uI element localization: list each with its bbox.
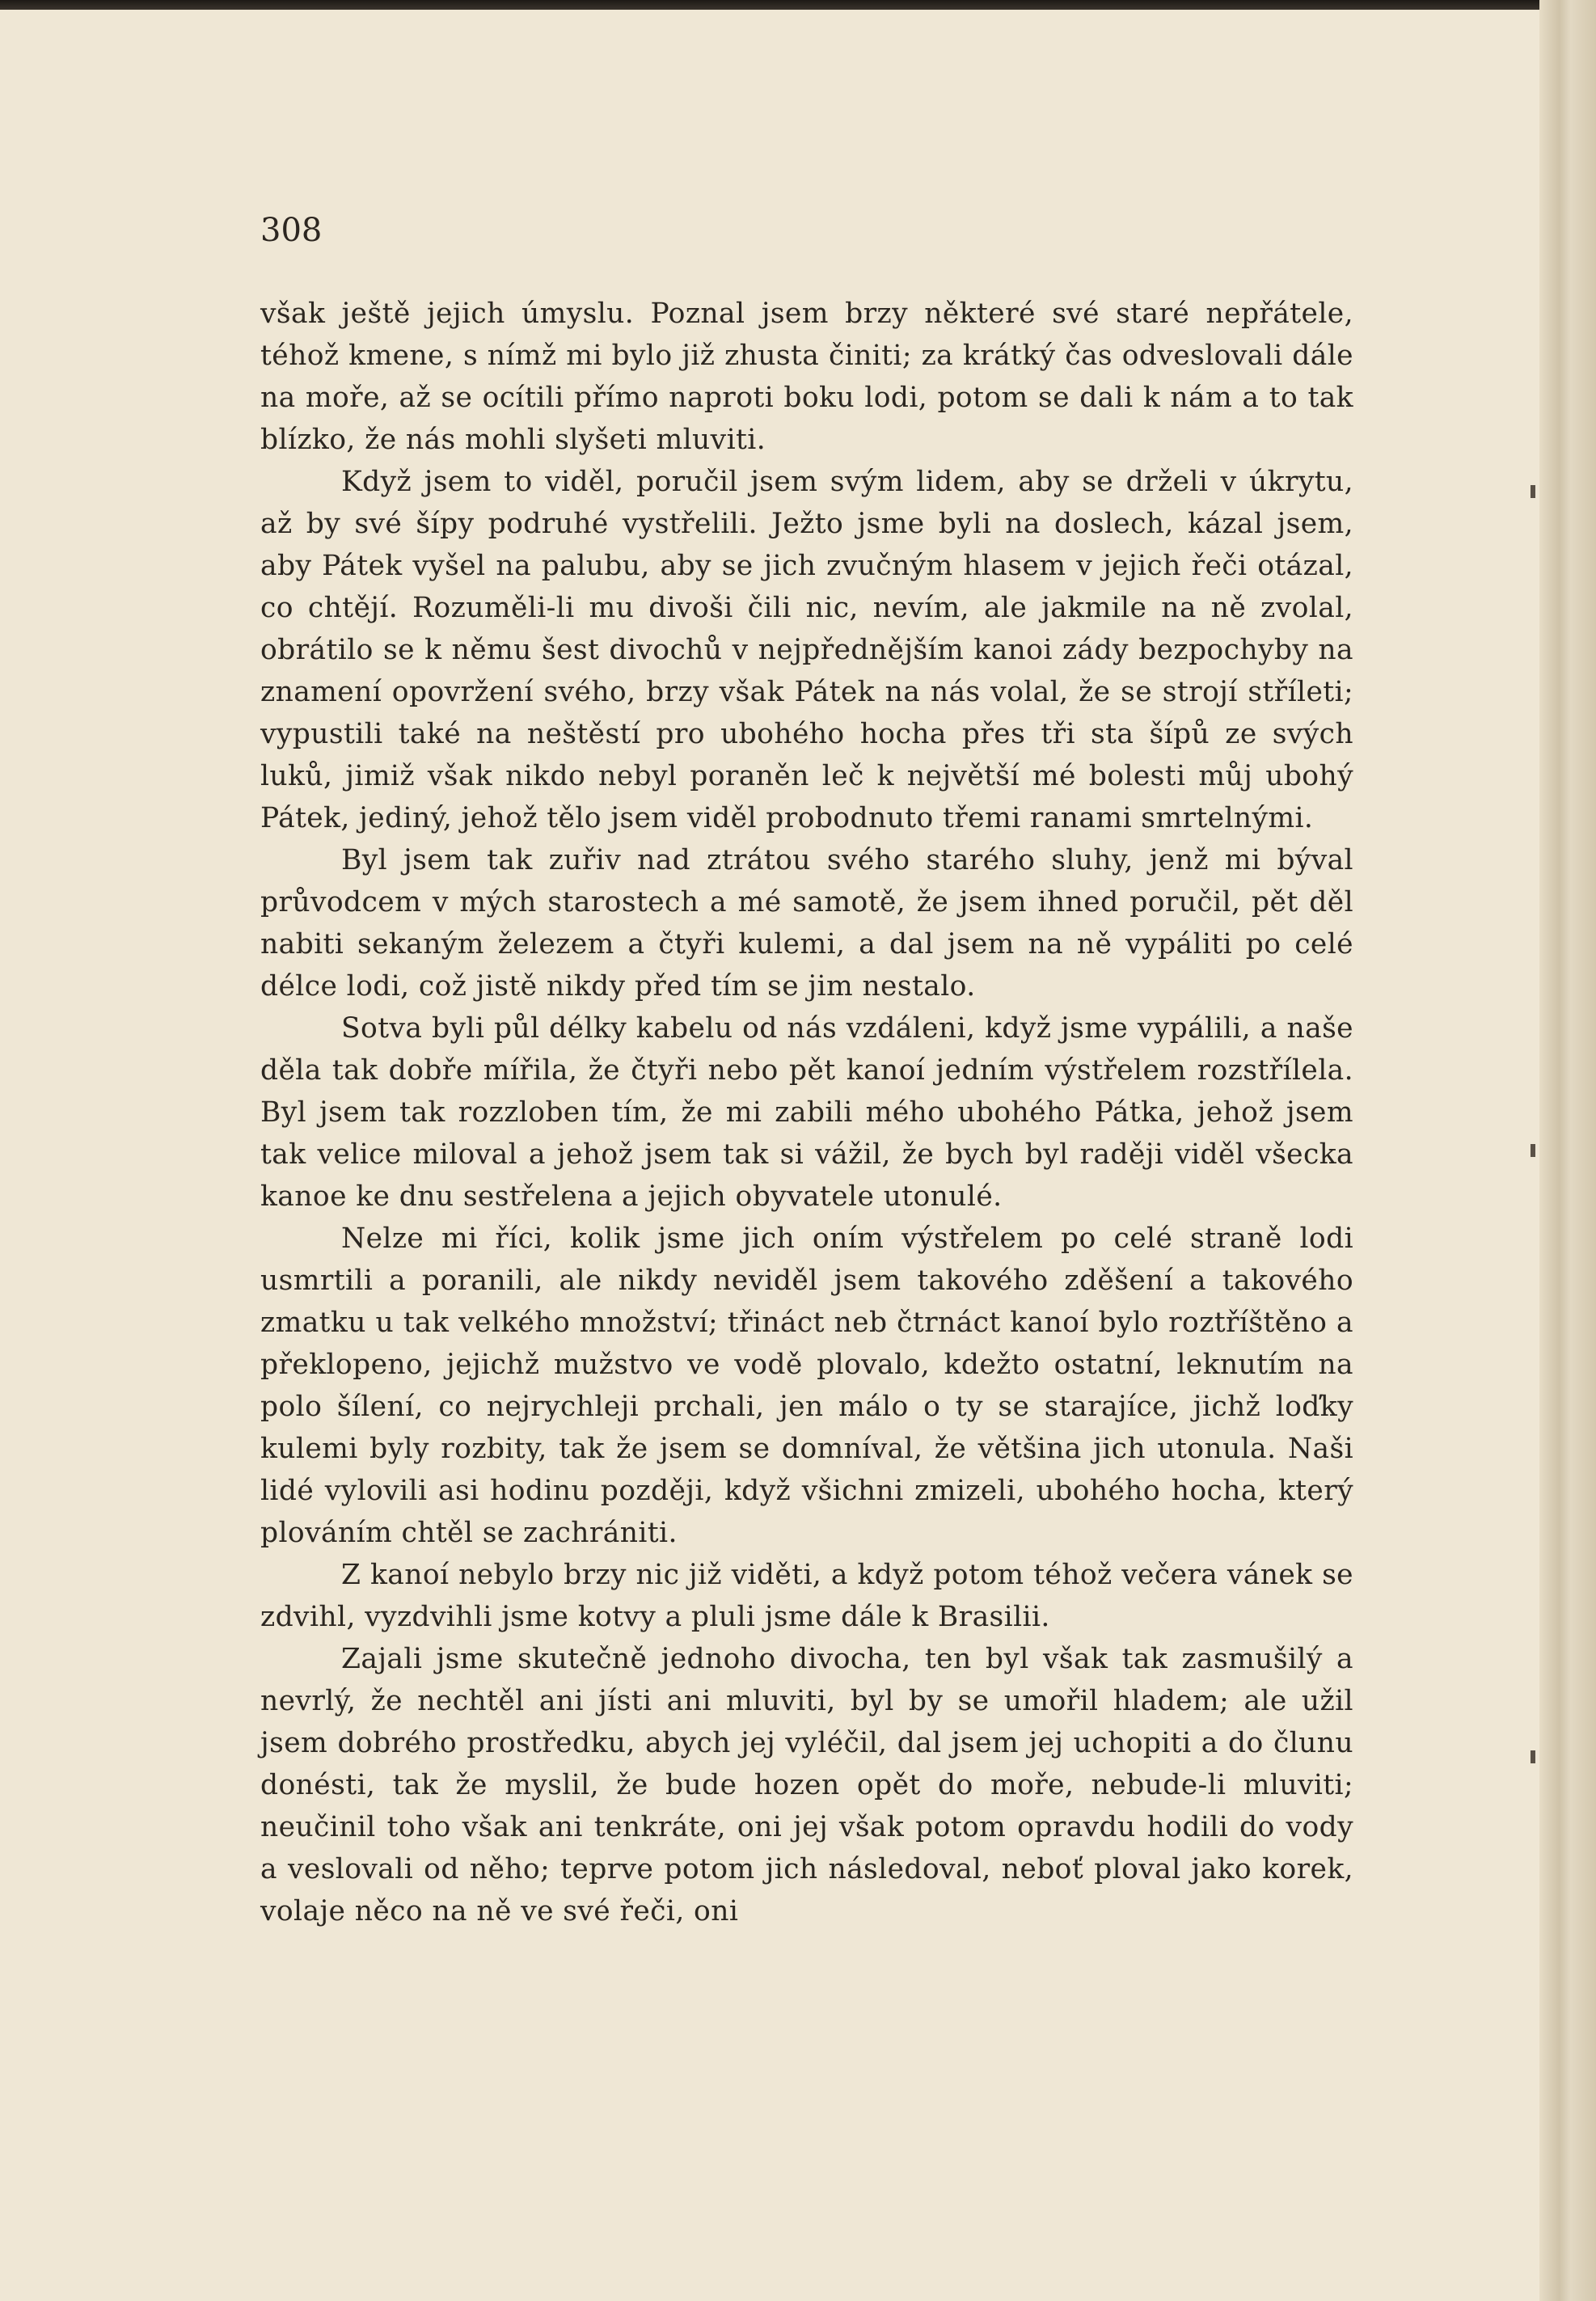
margin-mark (1531, 1144, 1535, 1157)
paragraph: Sotva byli půl délky kabelu od nás vzdáleni, když jsme vypálili, a naše děla tak dobře mířila, že čtyři nebo pět kanoí jedním výstřelem rozstřílela. Byl jsem tak rozzloben tím, že mi zabili mého ubohého Pátka, jehož jsem tak velice miloval a jehož jsem tak si vážil, že bych byl raději viděl všecka kanoe ke dnu sestřelena a jejich obyvatele utonulé. (260, 1012, 1353, 1213)
body-text (260, 293, 1353, 1932)
margin-mark (1531, 1750, 1535, 1763)
paragraph: Zajali jsme skutečně jednoho divocha, ten byl však tak zasmušilý a nevrlý, že nechtěl ani jísti ani mluviti, byl by se umořil hladem; ale užil jsem dobrého prostředku, abych jej vyléčil, dal jsem jej uchopiti a do člunu donésti, tak že myslil, že bude hozen opět do moře, nebude-li mluviti; neučinil toho však ani tenkráte, oni jej však potom opravdu hodili do vody a veslovali od něho; teprve potom jich následoval, neboť ploval jako korek, volaje něco na ně ve své řeči, oni (260, 1643, 1353, 1927)
page-number: 308 (260, 212, 323, 249)
paragraph: Když jsem to viděl, poručil jsem svým lidem, aby se drželi v úkrytu, až by své šípy podruhé vystřelili. Ježto jsme byli na doslech, kázal jsem, aby Pátek vyšel na palubu, aby se jich zvučným hlasem v jejich řeči otázal, co chtějí. Rozuměli-li mu divoši čili nic, nevím, ale jakmile na ně zvolal, obrátilo se k němu šest divochů v nejpřednějším kanoi zády bezpochyby na znamení opovržení svého, brzy však Pátek na nás volal, že se strojí stříleti; vypustili také na neštěstí pro ubohého hocha přes tři sta šípů ze svých luků, jimiž však nikdo nebyl poraněn leč k největší mé bolesti můj ubohý Pátek, jediný, jehož tělo jsem viděl probodnuto třemi ranami smrtelnými. (260, 466, 1353, 834)
paragraph: Z kanoí nebylo brzy nic již viděti, a když potom téhož večera vánek se zdvihl, vyzdvihli jsme kotvy a pluli jsme dále k Brasilii. (260, 1559, 1353, 1633)
page-binding-edge (1539, 0, 1596, 2301)
page-top-shadow (0, 0, 1596, 10)
paragraph: však ještě jejich úmyslu. Poznal jsem brzy některé své staré nepřátele, téhož kmene, s nímž mi bylo již zhusta činiti; za krátký čas odveslovali dále na moře, až se ocítili přímo naproti boku lodi, potom se dali k nám a to tak blízko, že nás mohli slyšeti mluviti. (260, 298, 1353, 456)
margin-mark (1531, 485, 1535, 498)
paragraph: Nelze mi říci, kolik jsme jich oním výstřelem po celé straně lodi usmrtili a poranili, ale nikdy neviděl jsem takového zděšení a takového zmatku u tak velkého množství; třináct neb čtrnáct kanoí bylo roztříštěno a překlopeno, jejichž mužstvo ve vodě plovalo, kdežto ostatní, leknutím na polo šílení, co nejrychleji prchali, jen málo o ty se starajíce, jichž loďky kulemi byly rozbity, tak že jsem se domníval, že většina jich utonula. Naši lidé vylovili asi hodinu později, když všichni zmizeli, ubohého hocha, který plováním chtěl se zachrániti. (260, 1222, 1353, 1549)
paragraph: Byl jsem tak zuřiv nad ztrátou svého starého sluhy, jenž mi býval průvodcem v mých starostech a mé samotě, že jsem ihned poručil, pět děl nabiti sekaným železem a čtyři kulemi, a dal jsem na ně vypáliti po celé délce lodi, což jistě nikdy před tím se jim nestalo. (260, 844, 1353, 1003)
